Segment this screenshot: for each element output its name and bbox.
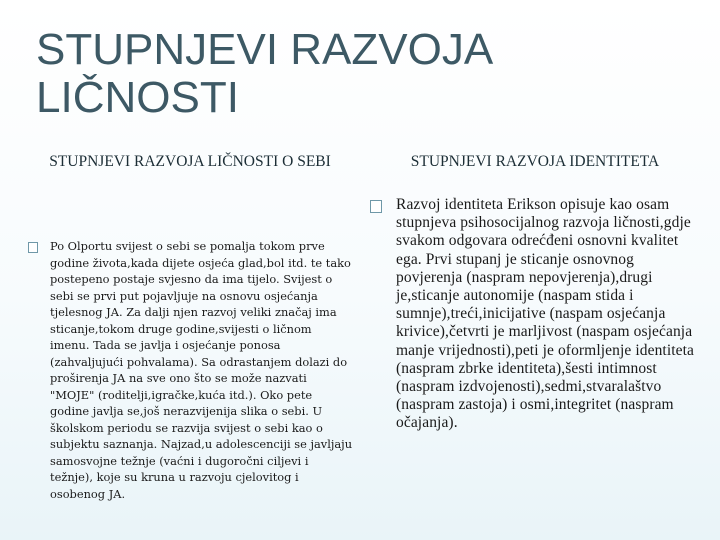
left-column-heading: STUPNJEVI RAZVOJA LIČNOSTI O SEBI	[49, 153, 331, 170]
slide-title: STUPNJEVI RAZVOJA LIČNOSTI	[36, 25, 491, 122]
right-bullet-item	[370, 196, 700, 433]
left-bullet-item	[26, 238, 354, 502]
square-bullet-icon	[370, 200, 382, 213]
right-bullet-text: Razvoj identiteta Erikson opisuje kao osam stupnjeva psihosocijalnog razvoja ličnosti,gdje svakom odgovara odrećđeni osnovni kvalitet ega. Prvi stupanj je sticanje osnovnog povjerenja (naspram nepovjerenja),drugi je,sticanje autonomije (naspam stida i sumnje),treći,inicijative (naspam osjećanja krivice),četvrti je marljivost (naspam osjećanja manje vrijednosti),peti je oformljenje identiteta (naspram zbrke identiteta),šesti intimnost (naspram izdvojenosti),sedmi,stvaralaštvo (naspram zastoja) i osmi,integritet (naspram očajanja).	[396, 196, 695, 432]
right-column	[370, 152, 700, 433]
left-bullet-text: Po Olportu svijest o sebi se pomalja tokom prve godine života,kada dijete osjeća glad,bol itd. te tako postepeno postaje svjesno da ima tijelo. Svijest o sebi se prvi put pojavljuje na osnovu osjećanja tjelesnog JA. Za dalji njen razvoj veliki značaj ima sticanje,tokom druge godine,svijesti o ličnom imenu. Tada se javlja i osjećanje ponosa (zahvaljujući pohvalama). Sa odrastanjem dolazi do proširenja JA na sve ono što se može nazvati "MOJE" (roditelji,igračke,kuća itd.). Oko pete godine javlja se,još nerazvijenija slika o sebi. U školskom periodu se razvija svijest o sebi kao o subjektu saznanja. Najzad,u adolescenciji se javljaju samosvojne težnje (vaćni i dugoročni ciljevi i težnje), koje su kruna u razvoju cjelovitog i osobenog JA.	[50, 239, 353, 501]
square-bullet-icon	[28, 242, 38, 253]
left-column	[26, 152, 354, 502]
right-column-heading: STUPNJEVI RAZVOJA IDENTITETA	[410, 153, 660, 170]
